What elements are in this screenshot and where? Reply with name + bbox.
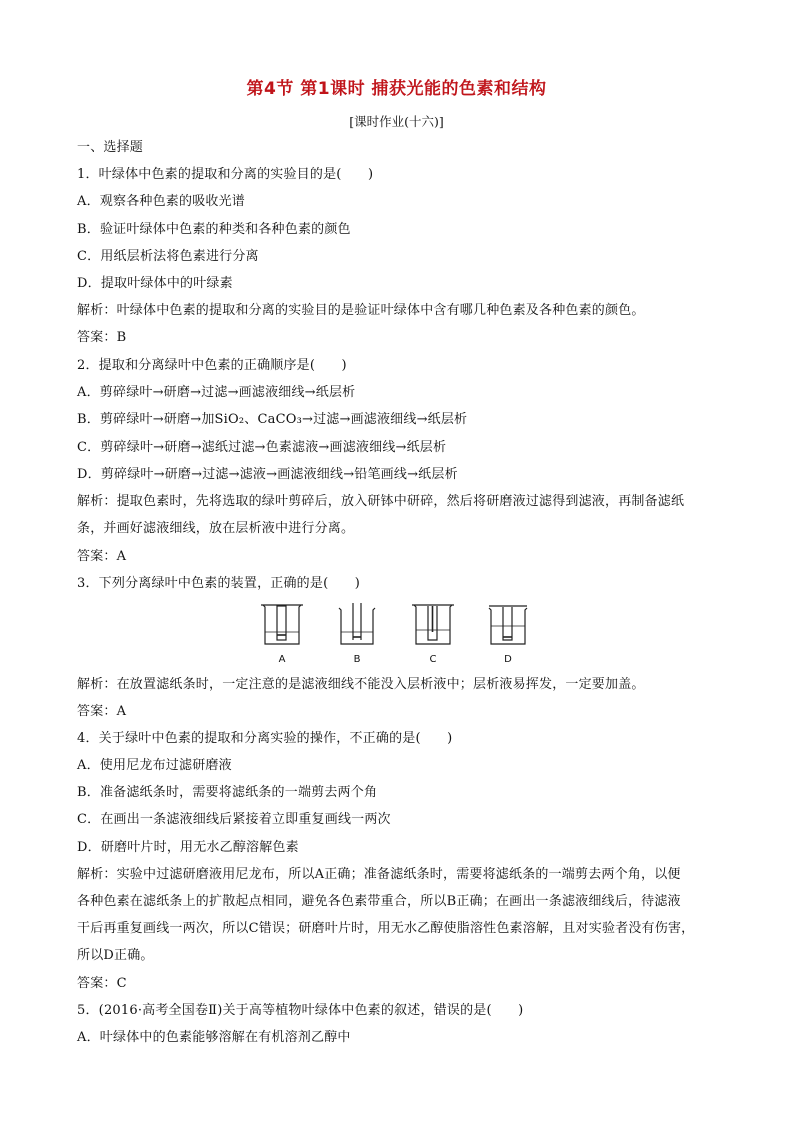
q2-answer: 答案：A [77, 549, 127, 564]
q4-stem: 4．关于绿叶中色素的提取和分离实验的操作，不正确的是( ) [77, 731, 453, 746]
q5-stem: 5．(2016·高考全国卷Ⅱ)关于高等植物叶绿体中色素的叙述，错误的是( ) [77, 1003, 524, 1018]
beaker-a-drawing [261, 605, 303, 644]
figure-label-c: C [429, 654, 437, 665]
q2-analysis-line-1: 解析：提取色素时，先将选取的绿叶剪碎后，放入研钵中研碎，然后将研磨液过滤得到滤液，再制备滤纸 [77, 494, 685, 509]
section-heading: 一、选择题 [77, 140, 144, 155]
q4-answer: 答案：C [77, 976, 127, 991]
q4-option-b: B．准备滤纸条时，需要将滤纸条的一端剪去两个角 [77, 785, 378, 800]
apparatus-drawing [255, 602, 555, 668]
chromatography-apparatus-figure [255, 602, 555, 668]
figure-label-a: A [278, 654, 286, 665]
beaker-c-drawing [412, 605, 454, 644]
figure-label-d: D [504, 654, 512, 665]
q1-option-a: A．观察各种色素的吸收光谱 [77, 194, 245, 209]
q3-stem: 3．下列分离绿叶中色素的装置，正确的是( ) [77, 576, 361, 591]
q4-option-d: D．研磨叶片时，用无水乙醇溶解色素 [77, 840, 299, 855]
page-title: 第4节 第1课时 捕获光能的色素和结构 [246, 79, 547, 99]
q2-option-c: C．剪碎绿叶→研磨→滤纸过滤→色素滤液→画滤液细线→纸层析 [77, 440, 447, 455]
q4-option-a: A．使用尼龙布过滤研磨液 [77, 758, 232, 773]
q4-analysis-line-2: 各种色素在滤纸条上的扩散起点相同，避免各色素带重合，所以B正确；在画出一条滤液细线后，待滤液 [77, 894, 681, 909]
q2-analysis-line-2: 条，并画好滤液细线，放在层析液中进行分离。 [77, 521, 355, 536]
q2-option-d: D．剪碎绿叶→研磨→过滤→滤液→画滤液细线→铅笔画线→纸层析 [77, 467, 458, 482]
q1-analysis: 解析：叶绿体中色素的提取和分离的实验目的是验证叶绿体中含有哪几种色素及各种色素的颜色。 [77, 303, 645, 318]
q4-analysis-line-3: 干后再重复画线一两次，所以C错误；研磨叶片时，用无水乙醇使脂溶性色素溶解，且对实验者没有伤害， [77, 921, 695, 936]
q4-analysis-line-1: 解析：实验中过滤研磨液用尼龙布，所以A正确；准备滤纸条时，需要将滤纸条的一端剪去两个角，以便 [77, 867, 681, 882]
q1-stem: 1．叶绿体中色素的提取和分离的实验目的是( ) [77, 167, 374, 182]
q2-option-b: B．剪碎绿叶→研磨→加SiO₂、CaCO₃→过滤→画滤液细线→纸层析 [77, 412, 468, 427]
q4-option-c: C．在画出一条滤液细线后紧接着立即重复画线一两次 [77, 812, 391, 827]
q4-analysis-line-4: 所以D正确。 [77, 948, 154, 963]
q3-analysis: 解析：在放置滤纸条时，一定注意的是滤液细线不能没入层析液中；层析液易挥发，一定要加盖。 [77, 677, 645, 692]
page-subtitle: [课时作业(十六)] [349, 114, 444, 129]
beaker-d-drawing [489, 606, 527, 644]
q1-option-c: C．用纸层析法将色素进行分离 [77, 249, 259, 264]
q1-option-d: D．提取叶绿体中的叶绿素 [77, 276, 233, 291]
q1-answer: 答案：B [77, 330, 127, 345]
q3-answer: 答案：A [77, 704, 127, 719]
q2-option-a: A．剪碎绿叶→研磨→过滤→画滤液细线→纸层析 [77, 385, 356, 400]
q2-stem: 2．提取和分离绿叶中色素的正确顺序是( ) [77, 358, 347, 373]
beaker-b-drawing [339, 603, 375, 644]
figure-label-b: B [353, 654, 361, 665]
q5-option-a: A．叶绿体中的色素能够溶解在有机溶剂乙醇中 [77, 1030, 351, 1045]
q1-option-b: B．验证叶绿体中色素的种类和各种色素的颜色 [77, 222, 351, 237]
